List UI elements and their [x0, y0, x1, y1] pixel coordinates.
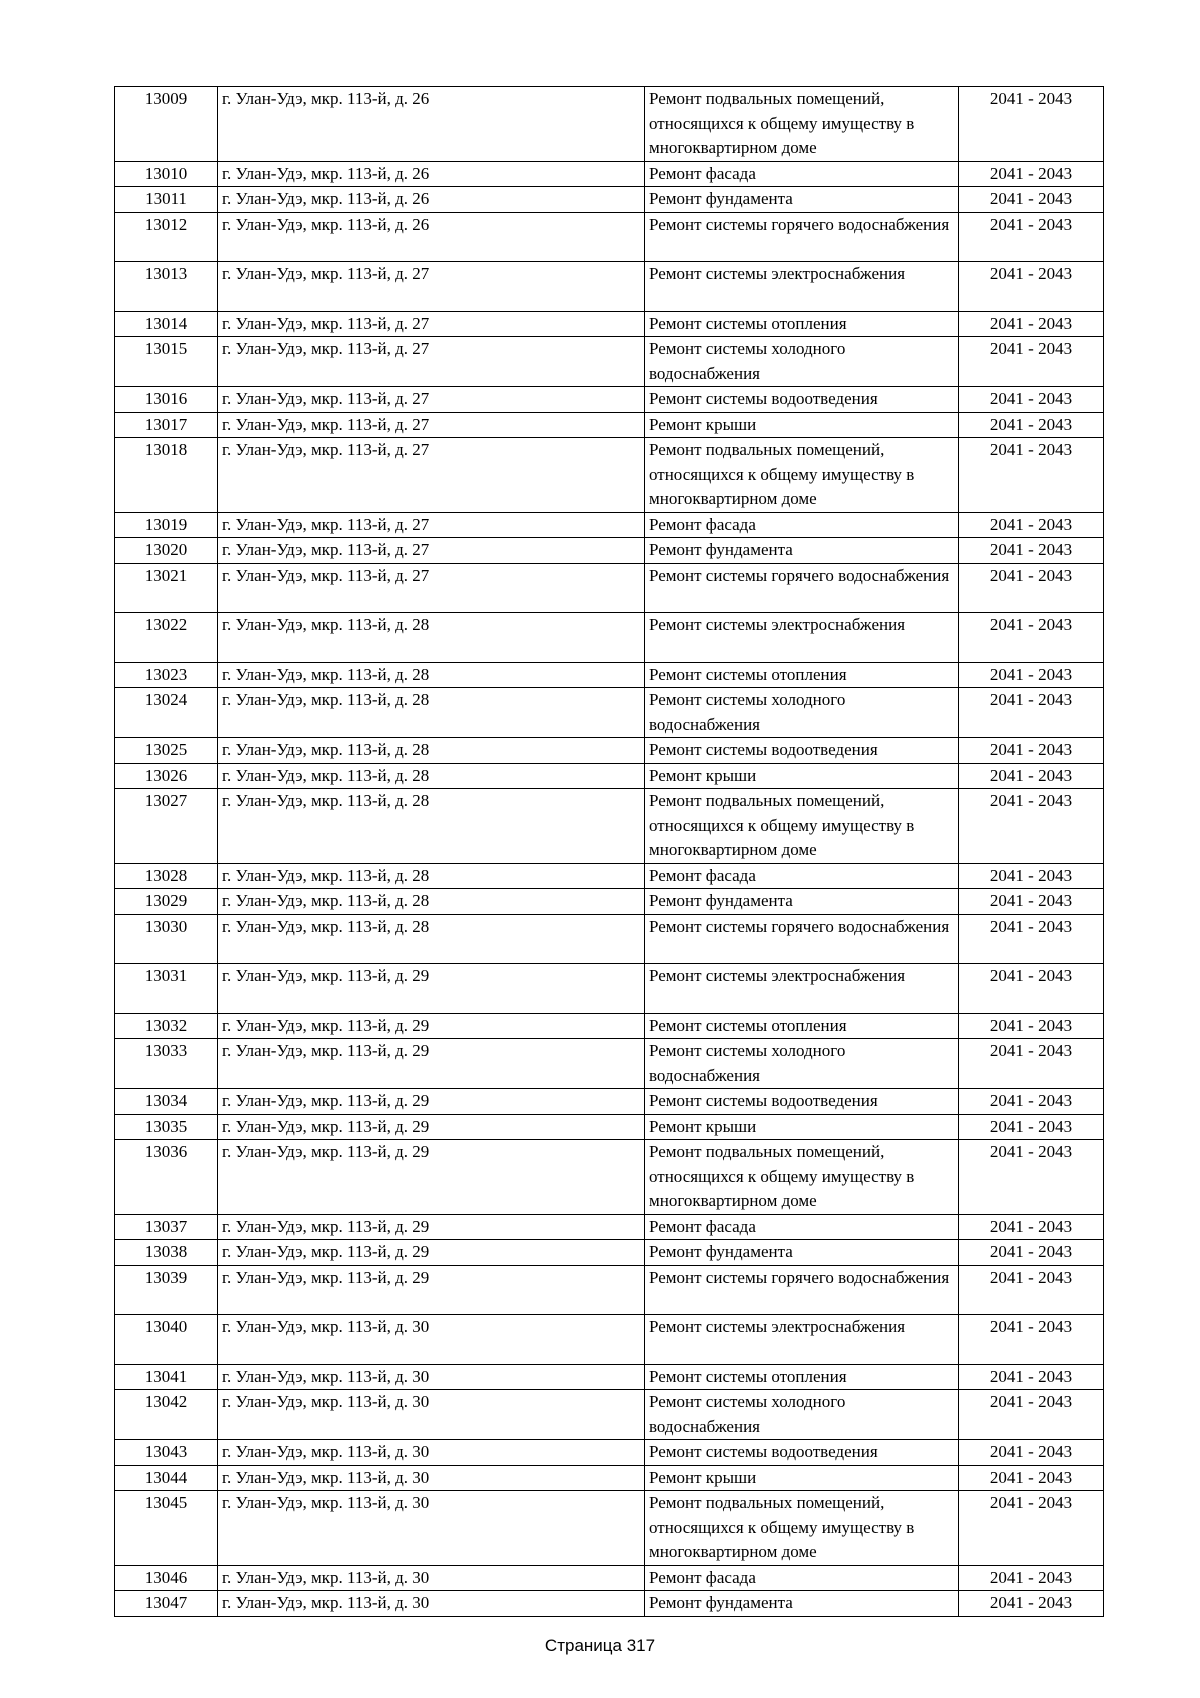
- cell-period: 2041 - 2043: [959, 763, 1104, 789]
- cell-record-number: 13039: [115, 1265, 218, 1315]
- cell-address: г. Улан-Удэ, мкр. 113-й, д. 29: [218, 1240, 645, 1266]
- table-body: [115, 87, 1104, 1617]
- table-row: [115, 1364, 1104, 1390]
- cell-work-type: Ремонт системы холодного водоснабжения: [645, 688, 959, 738]
- cell-work-type: Ремонт подвальных помещений, относящихся к общему имуществу в многоквартирном доме: [645, 1491, 959, 1566]
- cell-work-type: Ремонт фундамента: [645, 1240, 959, 1266]
- cell-work-type: Ремонт системы водоотведения: [645, 387, 959, 413]
- cell-period: 2041 - 2043: [959, 1565, 1104, 1591]
- cell-period: 2041 - 2043: [959, 738, 1104, 764]
- cell-period: 2041 - 2043: [959, 613, 1104, 663]
- cell-period: 2041 - 2043: [959, 412, 1104, 438]
- cell-work-type: Ремонт фасада: [645, 1565, 959, 1591]
- cell-address: г. Улан-Удэ, мкр. 113-й, д. 28: [218, 789, 645, 864]
- table-row: [115, 1440, 1104, 1466]
- cell-record-number: 13043: [115, 1440, 218, 1466]
- cell-record-number: 13031: [115, 964, 218, 1014]
- table-row: [115, 1039, 1104, 1089]
- cell-work-type: Ремонт системы холодного водоснабжения: [645, 337, 959, 387]
- table-row: [115, 763, 1104, 789]
- cell-period: 2041 - 2043: [959, 1089, 1104, 1115]
- cell-period: 2041 - 2043: [959, 538, 1104, 564]
- cell-period: 2041 - 2043: [959, 262, 1104, 312]
- cell-record-number: 13022: [115, 613, 218, 663]
- cell-period: 2041 - 2043: [959, 187, 1104, 213]
- cell-record-number: 13033: [115, 1039, 218, 1089]
- cell-address: г. Улан-Удэ, мкр. 113-й, д. 29: [218, 1265, 645, 1315]
- cell-record-number: 13044: [115, 1465, 218, 1491]
- cell-period: 2041 - 2043: [959, 964, 1104, 1014]
- cell-work-type: Ремонт фундамента: [645, 538, 959, 564]
- cell-work-type: Ремонт системы водоотведения: [645, 738, 959, 764]
- cell-work-type: Ремонт подвальных помещений, относящихся к общему имуществу в многоквартирном доме: [645, 1140, 959, 1215]
- cell-record-number: 13030: [115, 914, 218, 964]
- cell-work-type: Ремонт системы горячего водоснабжения: [645, 212, 959, 262]
- cell-work-type: Ремонт фасада: [645, 161, 959, 187]
- cell-address: г. Улан-Удэ, мкр. 113-й, д. 29: [218, 1214, 645, 1240]
- cell-address: г. Улан-Удэ, мкр. 113-й, д. 27: [218, 438, 645, 513]
- table-row: [115, 1315, 1104, 1365]
- table-row: [115, 863, 1104, 889]
- cell-period: 2041 - 2043: [959, 438, 1104, 513]
- cell-work-type: Ремонт крыши: [645, 1465, 959, 1491]
- cell-work-type: Ремонт системы электроснабжения: [645, 613, 959, 663]
- table-row: [115, 1013, 1104, 1039]
- table-row: [115, 964, 1104, 1014]
- table-row: [115, 538, 1104, 564]
- cell-address: г. Улан-Удэ, мкр. 113-й, д. 26: [218, 161, 645, 187]
- table-row: [115, 387, 1104, 413]
- cell-address: г. Улан-Удэ, мкр. 113-й, д. 26: [218, 187, 645, 213]
- cell-period: 2041 - 2043: [959, 1364, 1104, 1390]
- table-row: [115, 1491, 1104, 1566]
- cell-address: г. Улан-Удэ, мкр. 113-й, д. 28: [218, 863, 645, 889]
- cell-work-type: Ремонт фундамента: [645, 187, 959, 213]
- cell-work-type: Ремонт системы водоотведения: [645, 1440, 959, 1466]
- cell-work-type: Ремонт фундамента: [645, 889, 959, 915]
- cell-address: г. Улан-Удэ, мкр. 113-й, д. 30: [218, 1440, 645, 1466]
- cell-record-number: 13047: [115, 1591, 218, 1617]
- cell-period: 2041 - 2043: [959, 1465, 1104, 1491]
- cell-work-type: Ремонт системы горячего водоснабжения: [645, 563, 959, 613]
- cell-address: г. Улан-Удэ, мкр. 113-й, д. 28: [218, 889, 645, 915]
- cell-period: 2041 - 2043: [959, 1140, 1104, 1215]
- cell-record-number: 13025: [115, 738, 218, 764]
- table-row: [115, 1089, 1104, 1115]
- cell-address: г. Улан-Удэ, мкр. 113-й, д. 30: [218, 1390, 645, 1440]
- cell-record-number: 13017: [115, 412, 218, 438]
- cell-period: 2041 - 2043: [959, 337, 1104, 387]
- cell-address: г. Улан-Удэ, мкр. 113-й, д. 27: [218, 538, 645, 564]
- cell-period: 2041 - 2043: [959, 563, 1104, 613]
- cell-address: г. Улан-Удэ, мкр. 113-й, д. 27: [218, 337, 645, 387]
- cell-period: 2041 - 2043: [959, 1214, 1104, 1240]
- cell-record-number: 13032: [115, 1013, 218, 1039]
- cell-period: 2041 - 2043: [959, 1114, 1104, 1140]
- cell-work-type: Ремонт системы электроснабжения: [645, 1315, 959, 1365]
- cell-work-type: Ремонт системы водоотведения: [645, 1089, 959, 1115]
- page-number: Страница 317: [544, 1636, 656, 1655]
- cell-work-type: Ремонт крыши: [645, 1114, 959, 1140]
- cell-record-number: 13023: [115, 662, 218, 688]
- cell-period: 2041 - 2043: [959, 1240, 1104, 1266]
- cell-record-number: 13038: [115, 1240, 218, 1266]
- table-row: [115, 1265, 1104, 1315]
- cell-address: г. Улан-Удэ, мкр. 113-й, д. 30: [218, 1364, 645, 1390]
- cell-address: г. Улан-Удэ, мкр. 113-й, д. 30: [218, 1315, 645, 1365]
- cell-address: г. Улан-Удэ, мкр. 113-й, д. 30: [218, 1465, 645, 1491]
- table-row: [115, 1390, 1104, 1440]
- table-row: [115, 337, 1104, 387]
- cell-address: г. Улан-Удэ, мкр. 113-й, д. 30: [218, 1565, 645, 1591]
- repair-schedule-table: [114, 86, 1104, 1617]
- cell-work-type: Ремонт системы горячего водоснабжения: [645, 1265, 959, 1315]
- table-row: [115, 1140, 1104, 1215]
- table-row: [115, 1465, 1104, 1491]
- cell-work-type: Ремонт подвальных помещений, относящихся к общему имуществу в многоквартирном доме: [645, 438, 959, 513]
- cell-address: г. Улан-Удэ, мкр. 113-й, д. 27: [218, 311, 645, 337]
- cell-record-number: 13042: [115, 1390, 218, 1440]
- cell-record-number: 13027: [115, 789, 218, 864]
- cell-address: г. Улан-Удэ, мкр. 113-й, д. 27: [218, 262, 645, 312]
- cell-address: г. Улан-Удэ, мкр. 113-й, д. 28: [218, 738, 645, 764]
- cell-record-number: 13016: [115, 387, 218, 413]
- cell-work-type: Ремонт фасада: [645, 512, 959, 538]
- cell-address: г. Улан-Удэ, мкр. 113-й, д. 28: [218, 688, 645, 738]
- cell-address: г. Улан-Удэ, мкр. 113-й, д. 29: [218, 1039, 645, 1089]
- cell-record-number: 13041: [115, 1364, 218, 1390]
- table-row: [115, 789, 1104, 864]
- cell-work-type: Ремонт системы холодного водоснабжения: [645, 1039, 959, 1089]
- cell-address: г. Улан-Удэ, мкр. 113-й, д. 28: [218, 662, 645, 688]
- cell-work-type: Ремонт системы отопления: [645, 662, 959, 688]
- cell-period: 2041 - 2043: [959, 512, 1104, 538]
- cell-work-type: Ремонт фасада: [645, 863, 959, 889]
- table-row: [115, 262, 1104, 312]
- cell-address: г. Улан-Удэ, мкр. 113-й, д. 27: [218, 387, 645, 413]
- cell-address: г. Улан-Удэ, мкр. 113-й, д. 29: [218, 1089, 645, 1115]
- cell-period: 2041 - 2043: [959, 1390, 1104, 1440]
- cell-period: 2041 - 2043: [959, 161, 1104, 187]
- table-row: [115, 914, 1104, 964]
- cell-work-type: Ремонт системы электроснабжения: [645, 964, 959, 1014]
- cell-address: г. Улан-Удэ, мкр. 113-й, д. 30: [218, 1591, 645, 1617]
- cell-work-type: Ремонт системы холодного водоснабжения: [645, 1390, 959, 1440]
- cell-record-number: 13009: [115, 87, 218, 162]
- table-row: [115, 438, 1104, 513]
- cell-work-type: Ремонт крыши: [645, 412, 959, 438]
- cell-period: 2041 - 2043: [959, 1591, 1104, 1617]
- cell-work-type: Ремонт системы отопления: [645, 1013, 959, 1039]
- cell-address: г. Улан-Удэ, мкр. 113-й, д. 29: [218, 1114, 645, 1140]
- cell-record-number: 13040: [115, 1315, 218, 1365]
- table-row: [115, 1114, 1104, 1140]
- cell-record-number: 13011: [115, 187, 218, 213]
- cell-period: 2041 - 2043: [959, 212, 1104, 262]
- cell-work-type: Ремонт системы отопления: [645, 1364, 959, 1390]
- cell-record-number: 13037: [115, 1214, 218, 1240]
- cell-work-type: Ремонт системы горячего водоснабжения: [645, 914, 959, 964]
- cell-period: 2041 - 2043: [959, 1039, 1104, 1089]
- cell-period: 2041 - 2043: [959, 87, 1104, 162]
- cell-address: г. Улан-Удэ, мкр. 113-й, д. 28: [218, 763, 645, 789]
- cell-record-number: 13018: [115, 438, 218, 513]
- table-row: [115, 1565, 1104, 1591]
- cell-record-number: 13021: [115, 563, 218, 613]
- cell-address: г. Улан-Удэ, мкр. 113-й, д. 27: [218, 563, 645, 613]
- cell-address: г. Улан-Удэ, мкр. 113-й, д. 29: [218, 964, 645, 1014]
- cell-period: 2041 - 2043: [959, 1315, 1104, 1365]
- cell-work-type: Ремонт фасада: [645, 1214, 959, 1240]
- table-row: [115, 738, 1104, 764]
- cell-record-number: 13035: [115, 1114, 218, 1140]
- cell-work-type: Ремонт подвальных помещений, относящихся к общему имуществу в многоквартирном доме: [645, 789, 959, 864]
- cell-address: г. Улан-Удэ, мкр. 113-й, д. 27: [218, 512, 645, 538]
- table-row: [115, 311, 1104, 337]
- cell-period: 2041 - 2043: [959, 863, 1104, 889]
- cell-period: 2041 - 2043: [959, 789, 1104, 864]
- cell-record-number: 13012: [115, 212, 218, 262]
- cell-address: г. Улан-Удэ, мкр. 113-й, д. 26: [218, 212, 645, 262]
- cell-record-number: 13026: [115, 763, 218, 789]
- cell-record-number: 13036: [115, 1140, 218, 1215]
- cell-work-type: Ремонт подвальных помещений, относящихся к общему имуществу в многоквартирном доме: [645, 87, 959, 162]
- cell-address: г. Улан-Удэ, мкр. 113-й, д. 29: [218, 1013, 645, 1039]
- cell-record-number: 13024: [115, 688, 218, 738]
- cell-period: 2041 - 2043: [959, 662, 1104, 688]
- table-row: [115, 688, 1104, 738]
- cell-record-number: 13019: [115, 512, 218, 538]
- cell-address: г. Улан-Удэ, мкр. 113-й, д. 29: [218, 1140, 645, 1215]
- cell-record-number: 13034: [115, 1089, 218, 1115]
- cell-address: г. Улан-Удэ, мкр. 113-й, д. 28: [218, 914, 645, 964]
- cell-period: 2041 - 2043: [959, 688, 1104, 738]
- table-row: [115, 1214, 1104, 1240]
- table-row: [115, 187, 1104, 213]
- cell-record-number: 13013: [115, 262, 218, 312]
- table-row: [115, 87, 1104, 162]
- cell-address: г. Улан-Удэ, мкр. 113-й, д. 26: [218, 87, 645, 162]
- cell-address: г. Улан-Удэ, мкр. 113-й, д. 30: [218, 1491, 645, 1566]
- cell-record-number: 13020: [115, 538, 218, 564]
- cell-record-number: 13028: [115, 863, 218, 889]
- cell-period: 2041 - 2043: [959, 1013, 1104, 1039]
- table-row: [115, 889, 1104, 915]
- cell-work-type: Ремонт системы электроснабжения: [645, 262, 959, 312]
- cell-record-number: 13046: [115, 1565, 218, 1591]
- cell-period: 2041 - 2043: [959, 889, 1104, 915]
- cell-period: 2041 - 2043: [959, 1265, 1104, 1315]
- cell-period: 2041 - 2043: [959, 914, 1104, 964]
- cell-address: г. Улан-Удэ, мкр. 113-й, д. 28: [218, 613, 645, 663]
- table-row: [115, 1240, 1104, 1266]
- cell-work-type: Ремонт системы отопления: [645, 311, 959, 337]
- cell-period: 2041 - 2043: [959, 1440, 1104, 1466]
- table-row: [115, 212, 1104, 262]
- table-row: [115, 161, 1104, 187]
- table-row: [115, 1591, 1104, 1617]
- table-row: [115, 412, 1104, 438]
- cell-work-type: Ремонт фундамента: [645, 1591, 959, 1617]
- cell-record-number: 13045: [115, 1491, 218, 1566]
- cell-record-number: 13015: [115, 337, 218, 387]
- cell-period: 2041 - 2043: [959, 311, 1104, 337]
- table-row: [115, 662, 1104, 688]
- table-row: [115, 512, 1104, 538]
- table-row: [115, 563, 1104, 613]
- cell-record-number: 13029: [115, 889, 218, 915]
- table-row: [115, 613, 1104, 663]
- cell-address: г. Улан-Удэ, мкр. 113-й, д. 27: [218, 412, 645, 438]
- cell-work-type: Ремонт крыши: [645, 763, 959, 789]
- cell-record-number: 13014: [115, 311, 218, 337]
- cell-record-number: 13010: [115, 161, 218, 187]
- cell-period: 2041 - 2043: [959, 387, 1104, 413]
- cell-period: 2041 - 2043: [959, 1491, 1104, 1566]
